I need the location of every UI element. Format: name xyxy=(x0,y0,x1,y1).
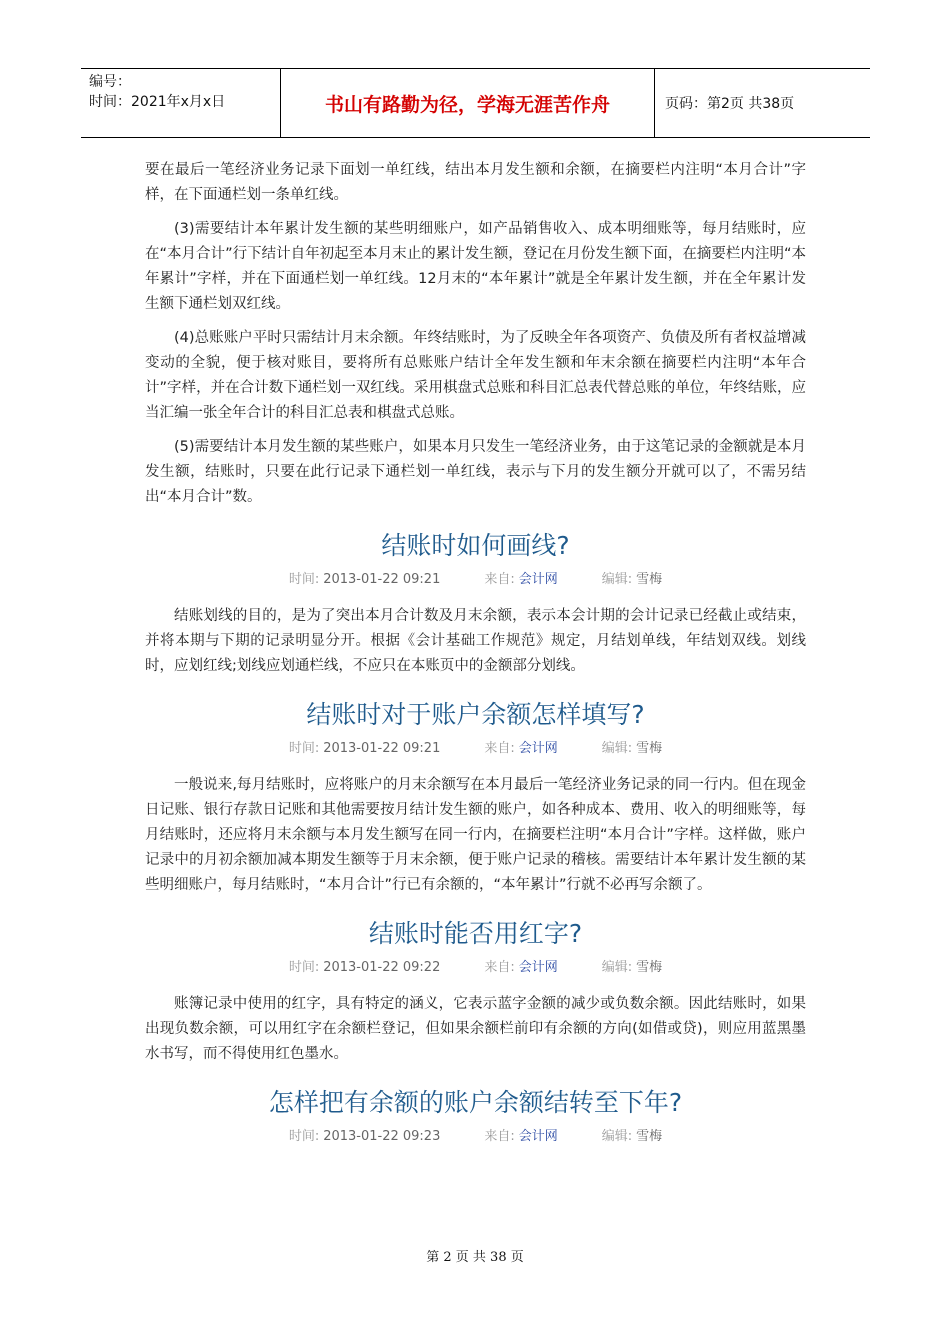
article-time-value: 2013-01-22 09:23 xyxy=(323,1129,441,1144)
article-time-label: 时间: xyxy=(288,741,320,756)
article-source-label: 来自: xyxy=(484,572,515,587)
article-source-value[interactable]: 会计网 xyxy=(518,1129,558,1144)
article-source-group xyxy=(484,570,557,590)
date-label: 时间：2021年x月x日 xyxy=(89,94,226,110)
article-body: 一般说来,每月结账时，应将账户的月末余额写在本月最后一笔经济业务记录的同一行内。但在现金日记账、银行存款日记账和其他需要按月结计发生额的账户，如各种成本、费用、收入的明细账等，每月结账时，还应将月末余额与本月发生额写在同一行内，在摘要栏注明“本月合计”字样。这样做，账户记录中的月初余额加减本期发生额等于月末余额，便于账户记录的稽核。需要结计本年累计发生额的某些明细账户，每月结账时，“本月合计”行已有余额的，“本年累计”行就不必再写余额了。 xyxy=(145,777,806,893)
article-time-value: 2013-01-22 09:21 xyxy=(323,572,441,587)
article-source-label: 来自: xyxy=(484,741,515,756)
article-time-label: 时间: xyxy=(288,572,320,587)
article-body: 账簿记录中使用的红字，具有特定的涵义，它表示蓝字金额的减少或负数余额。因此结账时，如果出现负数余额，可以用红字在余额栏登记，但如果余额栏前印有余额的方向(如借或贷)，则应用蓝黑墨水书写，而不得使用红色墨水。 xyxy=(145,996,806,1062)
article-source-value[interactable]: 会计网 xyxy=(518,960,558,975)
intro-paragraph: (5)需要结计本月发生额的某些账户，如果本月只发生一笔经济业务，由于这笔记录的金额就是本月发生额，结账时，只要在此行记录下通栏划一单红线，表示与下月的发生额分开就可以了，不需另结出“本月合计”数。 xyxy=(145,439,806,505)
number-label: 编号： xyxy=(89,74,131,90)
article-editor-label: 编辑: xyxy=(601,1129,633,1144)
article-time-group xyxy=(289,1127,441,1147)
article-title: 结账时对于账户余额怎样填写? xyxy=(306,700,645,729)
article-meta xyxy=(145,1127,806,1147)
intro-paragraph: (4)总账账户平时只需结计月末余额。年终结账时，为了反映全年各项资产、负债及所有者权益增减变动的全貌，便于核对账目，要将所有总账账户结计全年发生额和年末余额在摘要栏内注明“本年合计”字样，并在合计数下通栏划一双红线。采用棋盘式总账和科目汇总表代替总账的单位，年终结账，应当汇编一张全年合计的科目汇总表和棋盘式总账。 xyxy=(145,330,806,421)
article-editor-label: 编辑: xyxy=(601,960,633,975)
article-title: 结账时能否用红字? xyxy=(368,919,583,948)
article-editor-group xyxy=(602,739,662,759)
article-source-value[interactable]: 会计网 xyxy=(518,572,558,587)
document-body xyxy=(145,158,806,1161)
article-source-group xyxy=(484,1127,557,1147)
document-header xyxy=(81,68,870,138)
article-time-group xyxy=(289,739,441,759)
article-source-group xyxy=(484,739,557,759)
article-time-value: 2013-01-22 09:21 xyxy=(323,741,441,756)
article-editor-label: 编辑: xyxy=(601,741,633,756)
article-time-label: 时间: xyxy=(288,1129,320,1144)
article-editor-value: 雪梅 xyxy=(636,741,663,756)
article-source-label: 来自: xyxy=(484,1129,515,1144)
article-source-group xyxy=(484,958,557,978)
article-editor-value: 雪梅 xyxy=(636,572,663,587)
article-editor-group xyxy=(602,1127,662,1147)
article-meta xyxy=(145,958,806,978)
article-editor-value: 雪梅 xyxy=(636,960,663,975)
article-editor-group xyxy=(602,958,662,978)
intro-paragraph: (3)需要结计本年累计发生额的某些明细账户，如产品销售收入、成本明细账等，每月结账时，应在“本月合计”行下结计自年初起至本月末止的累计发生额，登记在月份发生额下面，在摘要栏内注明“本年累计”字样，并在下面通栏划一单红线。12月末的“本年累计”就是全年累计发生额，并在全年累计发生额下通栏划双红线。 xyxy=(145,221,806,312)
page-footer: 第 2 页 共 38 页 xyxy=(426,1250,524,1265)
article-source-label: 来自: xyxy=(484,960,515,975)
article-time-group xyxy=(289,958,441,978)
article-time-group xyxy=(289,570,441,590)
intro-paragraph: 要在最后一笔经济业务记录下面划一单红线，结出本月发生额和余额，在摘要栏内注明“本月合计”字样，在下面通栏划一条单红线。 xyxy=(145,162,806,203)
article-title: 怎样把有余额的账户余额结转至下年? xyxy=(268,1088,683,1117)
page-label: 页码：第2页 共38页 xyxy=(665,96,795,112)
article-time-value: 2013-01-22 09:22 xyxy=(323,960,441,975)
article-editor-value: 雪梅 xyxy=(636,1129,663,1144)
article-editor-group xyxy=(602,570,662,590)
article-editor-label: 编辑: xyxy=(601,572,633,587)
article-source-value[interactable]: 会计网 xyxy=(518,741,558,756)
article-title: 结账时如何画线? xyxy=(381,531,570,560)
article-body: 结账划线的目的，是为了突出本月合计数及月末余额，表示本会计期的会计记录已经截止或结束，并将本期与下期的记录明显分开。根据《会计基础工作规范》规定，月结划单线，年结划双线。划线时，应划红线;划线应划通栏线，不应只在本账页中的金额部分划线。 xyxy=(145,608,806,674)
article-meta xyxy=(145,739,806,759)
motto: 书山有路勤为径，学海无涯苦作舟 xyxy=(281,69,655,137)
header-info-cell xyxy=(81,69,281,137)
article-meta xyxy=(145,570,806,590)
article-time-label: 时间: xyxy=(288,960,320,975)
article-list xyxy=(145,530,806,1147)
